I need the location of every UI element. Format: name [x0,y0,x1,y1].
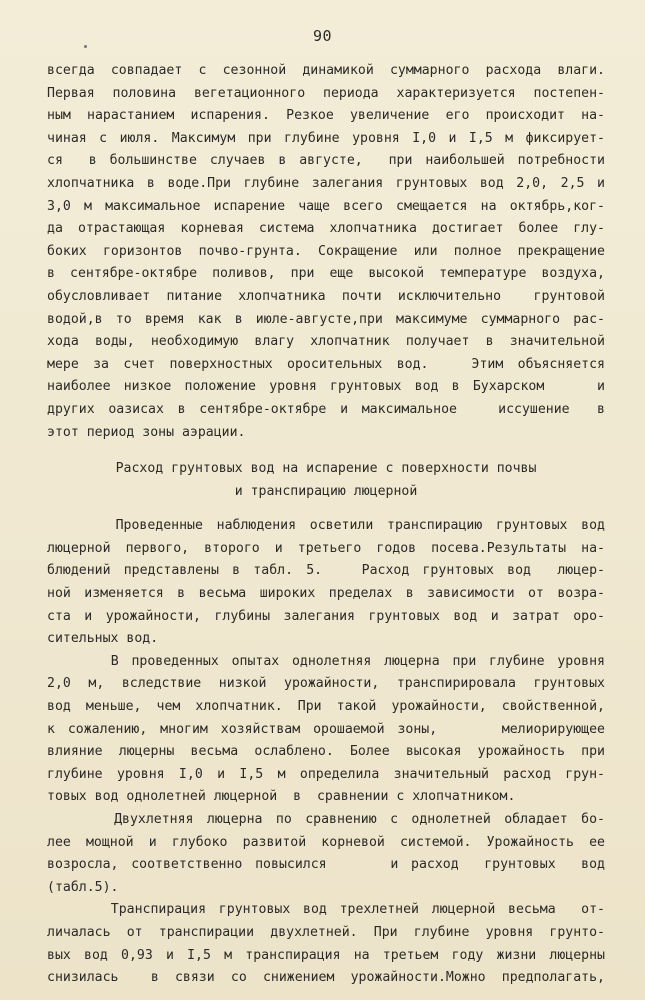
text-line: В проведенных опытах однолетняя люцерна при глубине уровня [47,653,605,669]
text-line: наиболее низкое положение уровня грунтовых вод в Бухарском и [47,379,605,395]
paragraph-evaporation-dynamics [47,60,605,444]
text-line: ста и урожайности, глубины залегания грунтовых вод и затрат оро- [47,608,605,624]
paragraph-three-year-alfalfa [47,899,605,989]
section-heading [47,458,605,503]
heading-line: Расход грунтовых вод на испарение с поверхности почвы [115,461,537,477]
text-line: этот период зоны аэрации. [47,424,246,440]
text-line: блюдений представлены в табл. 5. Расход грунтовых вод люцер- [47,563,605,579]
text-line: всегда совпадает с сезонной динамикой суммарного расхода влаги. [47,63,605,78]
text-line: вод меньше, чем хлопчатник. При такой урожайности, свойственной, [47,699,605,715]
paper-speck [84,45,87,48]
heading-line: и транспирацию люцерной [234,483,418,499]
text-line: хода воды, необходимую влагу хлопчатник получает в значительной [47,334,605,350]
text-line: водой,в то время как в июле-августе,при максимуме суммарного рас- [47,311,605,327]
text-line: снизилась в связи со снижением урожайности.Можно предполагать, [47,970,605,986]
text-line: 3,0 м максимальное испарение чаще всего смещается на октябрь,ког- [47,198,605,214]
text-line: обусловливает питание хлопчатника почти исключительно грунтовой [47,288,605,304]
text-line: вых вод 0,93 и I,5 м транспирация на третьем году жизни люцерны [47,947,605,963]
text-line: 2,0 м, вследствие низкой урожайности, транспирировала грунтовых [47,676,605,692]
page-body [47,60,605,990]
text-line: (табл.5). [47,879,119,895]
paragraph-two-year-alfalfa [47,809,605,899]
text-line: ным нарастанием испарения. Резкое увеличение его происходит на- [47,108,605,124]
text-line: глубине уровня I,0 и I,5 м определила значительный расход грун- [47,766,605,782]
text-line: сительных вод. [47,631,159,647]
text-line: возросла, соответственно повысился и расход грунтовых вод [47,857,605,873]
text-line: личалась от транспирации двухлетней. При глубине уровня грунто- [47,924,605,940]
text-line: товых вод однолетней люцерной в сравнении с хлопчатником. [47,789,516,805]
text-line: влияние люцерны весьма ослаблено. Более высокая урожайность при [47,744,605,760]
paragraph-alfalfa-transpiration [47,515,605,651]
text-line: боких горизонтов почво-грунта. Сокращение или полное прекращение [47,243,605,259]
text-line: других оазисах в сентябре-октябре и максимальное иссушение в [47,401,605,417]
text-line: мере за счет поверхностных оросительных вод. Этим объясняется [47,356,605,372]
text-line: ной изменяется в весьма широких пределах в зависимости от возра- [47,586,605,602]
text-line: люцерной первого, второго и третьего годов посева.Результаты на- [47,540,605,556]
text-line: чиная с июля. Максимум при глубине уровня I,0 и I,5 м фиксирует- [47,130,605,146]
text-line: лее мощной и глубоко развитой корневой системой. Урожайность ее [47,834,605,850]
page-number: 90 [312,27,333,45]
paragraph-one-year-alfalfa [47,651,605,809]
text-line: к сожалению, многим хозяйствам орошаемой зоны, мелиорирующее [47,721,605,737]
text-line: Двухлетняя люцерна по сравнению с однолетней обладает бо- [47,812,605,827]
text-line: в сентябре-октябре поливов, при еще высокой температуре воздуха, [47,266,605,282]
text-line: да отрастающая корневая система хлопчатника достигает более глу- [47,221,605,237]
text-line: Проведенные наблюдения осветили транспирацию грунтовых вод [47,518,605,534]
text-line: хлопчатника в воде.При глубине залегания грунтовых вод 2,0, 2,5 и [47,175,605,191]
text-line: Первая половина вегетационного периода характеризуется постепен- [47,85,605,101]
text-line: ся в большинстве случаев в августе, при наибольшей потребности [47,153,605,169]
text-line: Транспирация грунтовых вод трехлетней люцерной весьма от- [47,902,605,918]
